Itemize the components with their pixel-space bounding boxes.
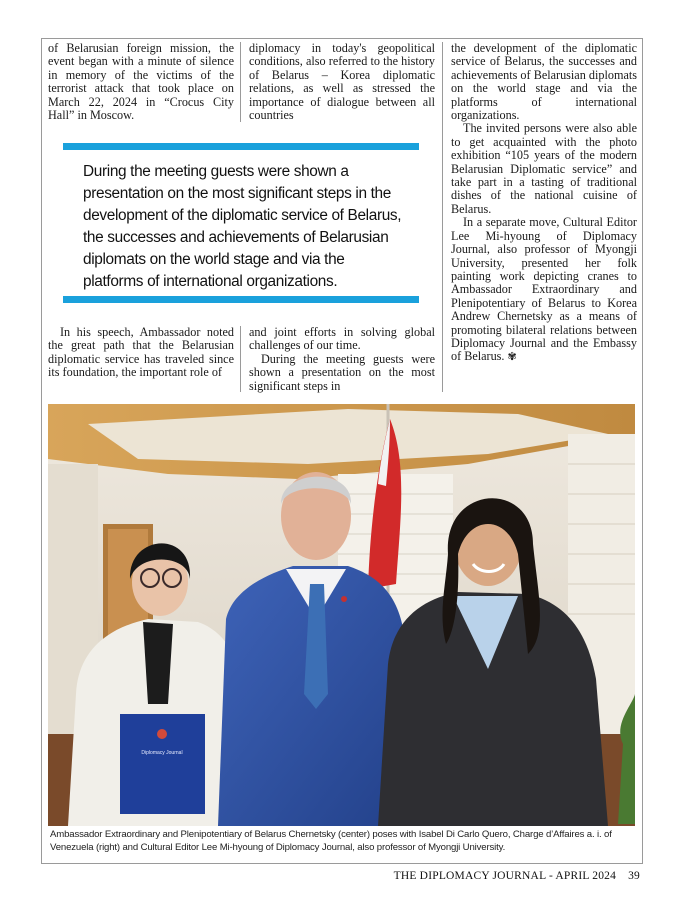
publication-name: THE DIPLOMACY JOURNAL - APRIL 2024 [393, 870, 617, 882]
page-number: 39 [628, 870, 640, 882]
article-column-2-bottom [249, 326, 435, 393]
article-column-1-bottom [48, 326, 234, 380]
paragraph: diplomacy in today's geopolitical conditions, also referred to the history of Belarus – Korea diplomatic relations, as well as stressed the importance of dialogue between all countries [249, 41, 435, 123]
paragraph: of Belarusian foreign mission, the event began with a minute of silence in memory of the victims of the terrorist attack that took place on March 22, 2024 in “Crocus City Hall” in Moscow. [48, 41, 234, 123]
paragraph: and joint efforts in solving global challenges of our time. [249, 325, 435, 353]
pullquote-top-bar [63, 143, 419, 150]
paragraph: the development of the diplomatic service of Belarus, the successes and achievements of Belarusian diplomats on the world stage and via the platforms of international organizations. [451, 41, 637, 123]
paragraph-text: In a separate move, Cultural Editor Lee Mi-hyoung of Diplomacy Journal, also professor of Myongji University, presented her folk painting work depicting cranes to Ambassador Extraordinary and Plenipotentiary of Belarus to Korea Andrew Chernetsky as a means of promoting bilateral relations between Diplomacy Journal and the Embassy of Belarus. [451, 215, 637, 364]
paragraph [451, 216, 637, 364]
photo-caption: Ambassador Extraordinary and Plenipotentiary of Belarus Chernetsky (center) poses with Isabel Di Carlo Quero, Charge d’Affaires a. i. of Venezuela (right) and Cultural Editor Lee Mi-hyoung of Diplomacy Journal, also professor of Myongji University. [50, 829, 612, 853]
article-column-2-top [249, 42, 435, 122]
page-footer [394, 870, 640, 882]
column-divider [240, 42, 241, 122]
paragraph: During the meeting guests were shown a presentation on the most significant steps in [249, 351, 435, 393]
pullquote: During the meeting guests were shown a presentation on the most significant steps in the development of the diplomatic service of Belarus, the successes and achievements of Belarusian diplomats on the world stage and via the platforms of international organizations. [83, 163, 402, 290]
paragraph: In his speech, Ambassador noted the great path that the Belarusian diplomatic service has traveled since its foundation, the important role of [48, 325, 234, 380]
paragraph: The invited persons were also able to get acquainted with the photo exhibition “105 years of the modern Belarusian Diplomatic service” and take part in a tasting of traditional dishes of the national cuisine of Belarus. [451, 121, 637, 216]
end-of-article-icon: ✾ [507, 351, 517, 364]
folder-label: Diplomacy Journal [141, 750, 183, 756]
pullquote-bottom-bar [63, 296, 419, 303]
column-divider [442, 42, 443, 392]
group-photo [48, 404, 635, 826]
article-column-1-top [48, 42, 234, 122]
photo-illustration [48, 404, 635, 826]
article-column-3 [451, 42, 637, 365]
column-divider [240, 326, 241, 392]
